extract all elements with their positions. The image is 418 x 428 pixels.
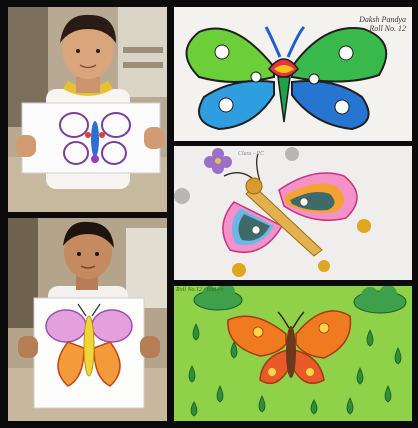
photo-butterfly-vowels (174, 7, 412, 141)
photo-butterfly-raindrops (174, 286, 412, 421)
caption-student-name (359, 15, 406, 33)
caption-roll: Roll No.12 · Radiya (176, 287, 224, 293)
butterfly-raindrops-chart (174, 286, 412, 421)
photo-boy-with-drawing-scene (8, 218, 167, 421)
caption-line-2: Roll No. 12 (369, 24, 406, 33)
photo-boy-with-worksheet (8, 7, 167, 212)
photo-paper-craft-butterfly (174, 146, 412, 280)
photo-boy-with-worksheet-scene (8, 7, 167, 212)
paper-craft-butterfly-scene (174, 146, 412, 280)
caption-class: Class - PC (238, 151, 265, 157)
caption-line-1: Daksh Pandya (359, 15, 406, 24)
photo-boy-with-drawing (8, 218, 167, 421)
